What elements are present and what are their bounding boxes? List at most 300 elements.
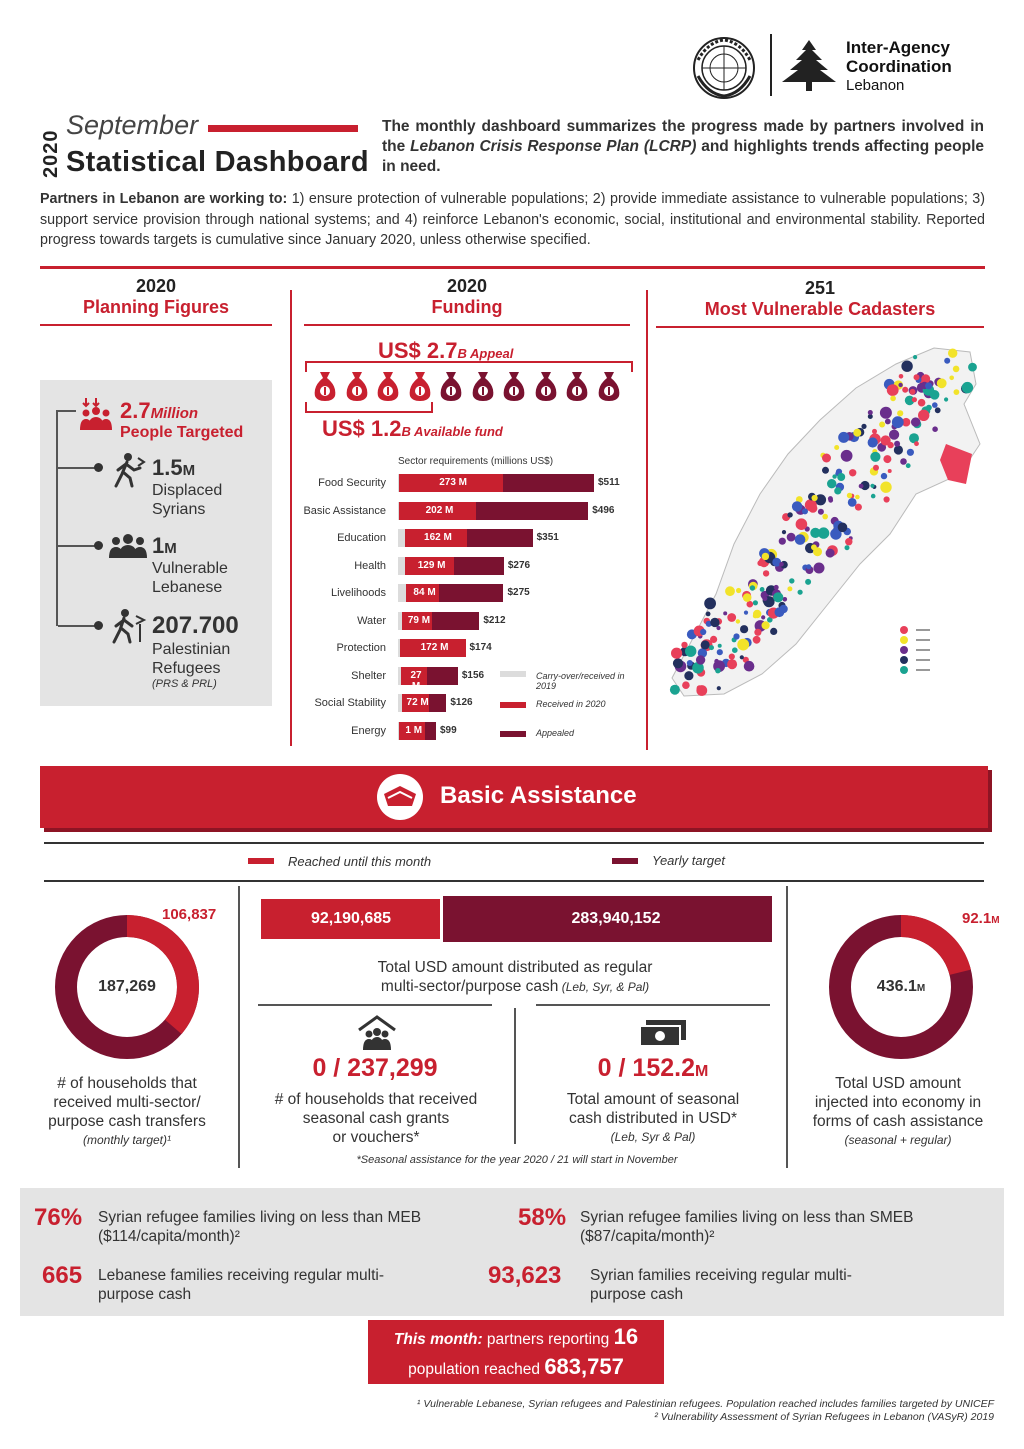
- cadaster-mark: [787, 586, 792, 591]
- planning-rule: [40, 324, 272, 326]
- cadaster-mark: [912, 397, 917, 402]
- cadaster-mark: [838, 432, 849, 443]
- cadaster-mark: [762, 553, 769, 560]
- appealed-label: $511: [598, 477, 620, 488]
- cadaster-mark: [709, 645, 714, 650]
- cadaster-mark: [872, 429, 877, 434]
- cadaster-mark: [837, 473, 845, 481]
- month-underline: [208, 125, 358, 132]
- cadaster-mark: [881, 473, 887, 479]
- cadaster-mark: [828, 496, 833, 501]
- hh-line2: seasonal cash grants: [302, 1110, 450, 1127]
- cadaster-mark: [727, 659, 737, 669]
- received-label: 273 M: [439, 477, 468, 488]
- appeal-suffix: B Appeal: [457, 346, 514, 361]
- lebanese-families-caption: [98, 1266, 498, 1304]
- cadaster-mark: [892, 416, 904, 428]
- cadaster-mark: [757, 560, 763, 566]
- partners-reporting-label: partners reporting: [482, 1331, 614, 1348]
- tree-branch-top: [56, 410, 76, 412]
- available-suffix: B Available fund: [401, 424, 503, 439]
- seasonal-amount-value: 0 / 152.2: [597, 1054, 695, 1082]
- mid-rule-right: [536, 1004, 770, 1006]
- cadaster-mark: [954, 389, 960, 395]
- funding-heading: [304, 276, 630, 318]
- partners-body: 1) ensure protection of vulnerable populations; 2) provide immediate assistance to vulnerable populations; 3) support service provision through national systems; and 4) reinforce Lebanon's economic, social, institutional and environmental stability. Reported progress towards targets is cumulative since January 2020, unless otherwise specified.: [40, 191, 985, 248]
- cadaster-mark: [883, 455, 891, 463]
- tree-dot-1: [94, 463, 103, 472]
- partners-reporting-num: 16: [613, 1324, 639, 1349]
- cadaster-mark: [700, 629, 706, 635]
- cadaster-mark: [834, 445, 839, 450]
- cadaster-mark: [685, 646, 696, 657]
- appealed-label: $99: [439, 724, 457, 736]
- cadaster-mark: [845, 538, 852, 545]
- cadaster-mark: [740, 655, 744, 659]
- cadasters-count: 251: [804, 278, 836, 298]
- money-bag-icon: [533, 370, 559, 402]
- cadaster-mark: [798, 590, 803, 595]
- money-bag-icon: [596, 370, 622, 402]
- cadaster-mark: [871, 494, 876, 499]
- targeted-num: 2.7: [120, 398, 151, 423]
- legend-reached-swatch: [248, 858, 274, 864]
- cadaster-mark: [671, 648, 682, 659]
- population-reached-num: 683,757: [544, 1354, 624, 1379]
- donut1-caption: [24, 1074, 230, 1150]
- cadaster-mark: [687, 660, 693, 666]
- appealed-label: $275: [507, 587, 530, 598]
- displaced-line2: Syrians: [152, 501, 206, 518]
- funding-year: 2020: [446, 276, 488, 296]
- legend-rule-bottom: [44, 880, 984, 882]
- cadaster-mark: [740, 625, 748, 633]
- cash-banknote-icon: [638, 1018, 688, 1048]
- tree-branch-2: [58, 545, 98, 547]
- cadaster-mark: [849, 469, 856, 476]
- tree-trunk: [56, 410, 58, 626]
- sector-label: Basic Assistance: [303, 504, 386, 517]
- hh-seasonal-caption: [246, 1090, 506, 1147]
- cadaster-mark: [937, 378, 947, 388]
- funding-rule: [304, 324, 630, 326]
- cadaster-mark: [733, 633, 739, 639]
- cadaster-mark: [754, 629, 761, 636]
- cadaster-mark: [880, 407, 892, 419]
- donut1-line1: # of households that: [57, 1075, 197, 1092]
- donut2-line2: injected into economy in: [814, 1094, 982, 1111]
- cadaster-mark: [750, 585, 755, 590]
- meb-percent: 76%: [34, 1204, 83, 1231]
- cash-bar-target-value: 283,940,152: [571, 910, 661, 927]
- available-amount: US$ 1.2: [322, 416, 402, 441]
- available-figure: [322, 416, 503, 442]
- summary-italic: Lebanon Crisis Response Plan (LCRP): [410, 138, 697, 155]
- summary-part2: and highlights trends affecting people in need.: [382, 138, 985, 175]
- cadaster-mark: [744, 611, 748, 615]
- planning-year: 2020: [135, 276, 177, 296]
- cadaster-mark: [762, 596, 767, 601]
- org-line3: Lebanon: [846, 77, 905, 94]
- cadaster-mark: [902, 387, 908, 393]
- cadaster-mark: [743, 593, 752, 602]
- planning-title: Planning Figures: [82, 297, 229, 317]
- donut2-reached: [962, 910, 1000, 928]
- cadaster-mark: [822, 467, 829, 474]
- cadaster-mark: [782, 530, 786, 534]
- sector-label: Education: [337, 532, 386, 544]
- cadaster-mark: [907, 449, 914, 456]
- targeted-label: People Targeted: [120, 424, 244, 441]
- cadaster-mark: [887, 384, 899, 396]
- received-label: 84 M: [413, 587, 436, 598]
- cadaster-mark: [773, 592, 783, 602]
- money-bag-icon: [564, 370, 590, 402]
- cadaster-mark: [774, 585, 779, 590]
- cadaster-mark: [910, 389, 916, 395]
- sector-label: Energy: [351, 724, 386, 737]
- col-divider-2: [646, 290, 648, 750]
- cadaster-mark: [710, 636, 717, 643]
- cadaster-mark: [888, 469, 892, 473]
- seasonal-line3: (Leb, Syr & Pal): [610, 1130, 696, 1144]
- population-reached-label: population reached: [408, 1361, 545, 1378]
- cadaster-mark: [932, 402, 938, 408]
- cadaster-mark: [753, 600, 758, 605]
- cadaster-mark: [822, 514, 828, 520]
- cadaster-mark: [855, 504, 862, 511]
- cadaster-mark: [779, 538, 786, 545]
- cash-bar-caption: [258, 958, 772, 997]
- tree-dot-3: [94, 621, 103, 630]
- seasonal-amount-caption: [530, 1090, 776, 1147]
- donut1-line4: (monthly target)¹: [82, 1133, 172, 1147]
- displaced-num: 1.5: [152, 455, 183, 480]
- cadaster-mark: [723, 611, 727, 615]
- received-label: 202 M: [425, 504, 454, 516]
- legend-target-label: Yearly target: [652, 853, 725, 868]
- palestinian-line3: (PRS & PRL): [152, 678, 217, 690]
- cadaster-mark: [913, 355, 917, 359]
- legend-appealed-swatch: [500, 731, 526, 737]
- syrian-families-caption: [590, 1266, 990, 1304]
- cadaster-mark: [962, 382, 973, 393]
- sector-label: Shelter: [351, 669, 386, 682]
- displaced-line1: Displaced: [152, 482, 223, 499]
- legend-carry-swatch: [500, 671, 526, 677]
- donut2-line1: Total USD amount: [835, 1075, 961, 1092]
- org-line1: Inter-Agency: [846, 38, 950, 57]
- cadaster-mark: [763, 570, 769, 576]
- cadaster-mark: [885, 419, 891, 425]
- cadaster-mark: [697, 685, 703, 691]
- lebanese-unit: M: [164, 540, 177, 557]
- cadaster-mark: [760, 587, 765, 592]
- cadaster-mark: [873, 465, 879, 471]
- targeted-unit: Million: [150, 405, 199, 422]
- cadaster-mark: [832, 474, 836, 478]
- cash-bar-line1: Total USD amount distributed as regular: [377, 959, 653, 976]
- cadaster-mark: [838, 523, 848, 533]
- smeb-line2: ($87/capita/month)²: [580, 1228, 715, 1245]
- cadaster-mark: [806, 564, 811, 569]
- mid-divider: [514, 1008, 516, 1144]
- palestinian-figure: [152, 612, 239, 690]
- cadaster-mark: [717, 686, 721, 690]
- year-vertical: [38, 112, 64, 180]
- lebanese-figure: [152, 533, 228, 597]
- logo-divider: [770, 34, 772, 96]
- cadaster-mark: [935, 407, 941, 413]
- header-rule: [40, 266, 985, 269]
- donut2-target-value: 436.1: [876, 978, 917, 995]
- footnote-2: ² Vulnerability Assessment of Syrian Refugees in Lebanon (VASyR) 2019: [654, 1411, 994, 1423]
- cadaster-mark: [894, 445, 903, 454]
- cadaster-mark: [848, 498, 857, 507]
- cadaster-mark: [870, 452, 880, 462]
- basic-assistance-icon: [374, 772, 426, 822]
- sector-label: Food Security: [318, 477, 386, 489]
- appealed-label: $496: [592, 504, 615, 516]
- cadaster-mark: [944, 397, 948, 401]
- cadaster-mark: [805, 579, 811, 585]
- cadaster-mark: [944, 358, 950, 364]
- cadaster-mark: [897, 410, 903, 416]
- cadaster-mark: [914, 441, 919, 446]
- appealed-label: $174: [469, 642, 492, 653]
- displaced-figure: [152, 455, 222, 519]
- seasonal-note: *Seasonal assistance for the year 2020 / 21 will start in November: [356, 1154, 678, 1166]
- seasonal-amount-figure: [536, 1054, 770, 1083]
- cadaster-mark: [834, 487, 841, 494]
- cadaster-mark: [696, 655, 705, 664]
- cadaster-mark: [701, 640, 710, 649]
- donut1-line3: purpose cash transfers: [48, 1113, 206, 1130]
- refugee-person-icon: [108, 608, 148, 644]
- walking-person-icon: [108, 452, 148, 488]
- donut2-target: [828, 978, 974, 996]
- cadaster-mark: [926, 405, 932, 411]
- lebanese-line1: Vulnerable: [152, 560, 228, 577]
- cadaster-mark: [732, 647, 738, 653]
- cadaster-mark: [753, 636, 761, 644]
- donut1-line2: received multi-sector/: [53, 1094, 201, 1111]
- legend-reached-label: Reached until this month: [288, 854, 432, 869]
- cadaster-mark: [818, 509, 824, 515]
- cadaster-mark: [710, 618, 719, 627]
- cadaster-mark: [737, 639, 749, 651]
- partners-lead: Partners in Lebanon are working to:: [40, 191, 288, 207]
- household-icon: [356, 1014, 398, 1052]
- cadaster-mark: [879, 422, 885, 428]
- col-divider-3: [238, 886, 240, 1168]
- cadaster-mark: [918, 399, 926, 407]
- cadaster-mark: [673, 658, 683, 668]
- received-label: 129 M: [417, 559, 446, 571]
- footnotes: [200, 1398, 994, 1424]
- cash-bar-reached-value: 92,190,685: [310, 910, 392, 927]
- seasonal-line2: cash distributed in USD*: [569, 1110, 737, 1127]
- cadaster-mark: [715, 668, 720, 673]
- cadaster-mark: [925, 382, 932, 389]
- displaced-unit: M: [182, 462, 196, 479]
- col-divider-1: [290, 290, 292, 746]
- tree-dot-2: [94, 541, 103, 550]
- lebanon-cadasters-map: [664, 344, 984, 704]
- cadaster-mark: [789, 578, 794, 583]
- hh-line1: # of households that received: [274, 1091, 478, 1108]
- page-title: Statistical Dashboard: [66, 146, 369, 178]
- month-label: September: [66, 110, 199, 140]
- org-name: [846, 38, 952, 95]
- tree-branch-1: [58, 467, 98, 469]
- sector-label: Livelihoods: [330, 587, 386, 599]
- mid-rule-left: [258, 1004, 492, 1006]
- cadaster-mark: [704, 598, 716, 610]
- cedar-tree-icon: [780, 38, 838, 92]
- tree-branch-3: [58, 625, 98, 627]
- cadaster-mark: [899, 374, 904, 379]
- cadaster-mark: [949, 376, 954, 381]
- partners-reporting: [368, 1324, 664, 1350]
- palestinian-num: 207.700: [152, 612, 239, 639]
- basic-assistance-title: Basic Assistance: [440, 782, 637, 809]
- cadaster-mark: [810, 528, 820, 538]
- appealed-label: $212: [483, 614, 506, 626]
- palestinian-line2: Refugees: [152, 660, 221, 677]
- cadaster-mark: [827, 479, 836, 488]
- hh-seasonal-value: 0 / 237,299: [312, 1054, 438, 1082]
- cadaster-mark: [670, 685, 680, 695]
- donut2-reached-value: 92.1: [962, 910, 992, 927]
- cadaster-mark: [779, 605, 787, 613]
- seasonal-amount-unit: M: [694, 1063, 709, 1080]
- money-bag-icon: [407, 370, 433, 402]
- cadaster-mark: [770, 628, 777, 635]
- cadaster-mark: [953, 366, 960, 373]
- cadaster-mark: [682, 681, 690, 689]
- cadaster-mark: [812, 495, 818, 501]
- cash-bar-line2-ital: (Leb, Syr, & Pal): [558, 980, 650, 994]
- syrian-families-line1: Syrian families receiving regular multi-: [590, 1267, 852, 1284]
- received-label: 162 M: [424, 532, 452, 543]
- sector-label: Health: [354, 559, 386, 572]
- meb-line2: ($114/capita/month)²: [98, 1228, 240, 1245]
- appealed-label: $126: [450, 697, 473, 708]
- cadasters-heading: [656, 278, 984, 320]
- org-line2: Coordination: [846, 57, 952, 76]
- carry-over-bar: [398, 557, 405, 575]
- donut2-caption: [792, 1074, 1004, 1150]
- cadaster-mark: [718, 644, 722, 648]
- carry-over-bar: [398, 529, 405, 547]
- cadaster-mark: [901, 361, 912, 372]
- cadasters-rule: [656, 326, 984, 328]
- cadaster-mark: [880, 482, 891, 493]
- chart-caption: Sector requirements (millions US$): [398, 456, 554, 467]
- legend-received-label: Received in 2020: [536, 699, 606, 709]
- money-bag-icon: [312, 370, 338, 402]
- funding-title: Funding: [431, 297, 503, 317]
- money-bag-icon: [470, 370, 496, 402]
- targeted-figure: [120, 398, 243, 442]
- donut1-target: 187,269: [98, 978, 156, 995]
- planning-heading: [40, 276, 272, 318]
- cadaster-mark: [822, 454, 831, 463]
- cadaster-mark: [762, 621, 770, 629]
- money-bag-icon: [344, 370, 370, 402]
- lebanese-num: 1: [152, 533, 165, 558]
- cadaster-mark: [717, 649, 723, 655]
- cadaster-mark: [802, 508, 808, 514]
- hh-line3: or vouchers*: [332, 1129, 420, 1146]
- sector-label: Social Stability: [314, 697, 386, 709]
- cadaster-mark: [792, 501, 802, 511]
- cadaster-mark: [729, 654, 735, 660]
- legend-carry-label: Carry-over/received in 2019: [536, 671, 625, 691]
- lebanese-families-count: 665: [42, 1262, 83, 1289]
- cadaster-mark: [684, 671, 693, 680]
- donut2-target-unit: M: [916, 983, 926, 994]
- summary-text: [382, 117, 984, 177]
- cadaster-mark: [787, 533, 796, 542]
- cadaster-mark: [898, 383, 902, 387]
- cadaster-mark: [894, 441, 900, 447]
- cadaster-mark: [841, 450, 853, 462]
- cadaster-mark: [761, 615, 765, 619]
- money-bag-icon: [501, 370, 527, 402]
- footnote-1: ¹ Vulnerable Lebanese, Syrian refugees and Palestinian refugees. Population reached includes families targeted by UNICEF: [416, 1398, 994, 1410]
- cadaster-mark: [736, 619, 740, 623]
- cadaster-mark: [932, 426, 938, 432]
- people-targeted-icon: [78, 396, 114, 432]
- smeb-percent: 58%: [518, 1204, 567, 1231]
- cadaster-mark: [868, 437, 878, 447]
- cadaster-mark: [890, 396, 896, 402]
- cadaster-mark: [811, 544, 817, 550]
- seasonal-line1: Total amount of seasonal: [566, 1091, 740, 1108]
- appealed-label: $351: [536, 532, 559, 543]
- cadaster-mark: [847, 493, 852, 498]
- cadaster-mark: [727, 613, 736, 622]
- cadaster-mark: [868, 410, 873, 415]
- received-label: 1 M: [405, 724, 423, 736]
- cadaster-mark: [787, 512, 792, 517]
- cadaster-mark: [744, 661, 755, 672]
- cadaster-mark: [736, 588, 741, 593]
- cadaster-mark: [911, 417, 920, 426]
- received-label: 172 M: [420, 642, 449, 653]
- col-divider-4: [786, 886, 788, 1168]
- cadaster-mark: [887, 442, 893, 448]
- cadaster-mark: [826, 549, 835, 558]
- syrian-families-line2: purpose cash: [590, 1286, 684, 1303]
- year-label: 2020: [40, 129, 62, 178]
- cadaster-mark: [948, 349, 957, 358]
- people-group-icon: [108, 532, 148, 560]
- cadaster-mark: [861, 424, 866, 429]
- cadaster-mark: [884, 496, 890, 502]
- cadaster-mark: [918, 410, 929, 421]
- sector-label: Protection: [336, 642, 386, 654]
- legend-target-swatch: [612, 858, 638, 864]
- cadaster-mark: [725, 586, 735, 596]
- money-bags-row: [312, 370, 632, 404]
- available-bracket: [304, 402, 434, 414]
- cash-bar-line2: multi-sector/purpose cash: [380, 978, 559, 995]
- meb-line1: Syrian refugee families living on less than MEB: [98, 1209, 422, 1226]
- smeb-line1: Syrian refugee families living on less than SMEB: [580, 1209, 914, 1226]
